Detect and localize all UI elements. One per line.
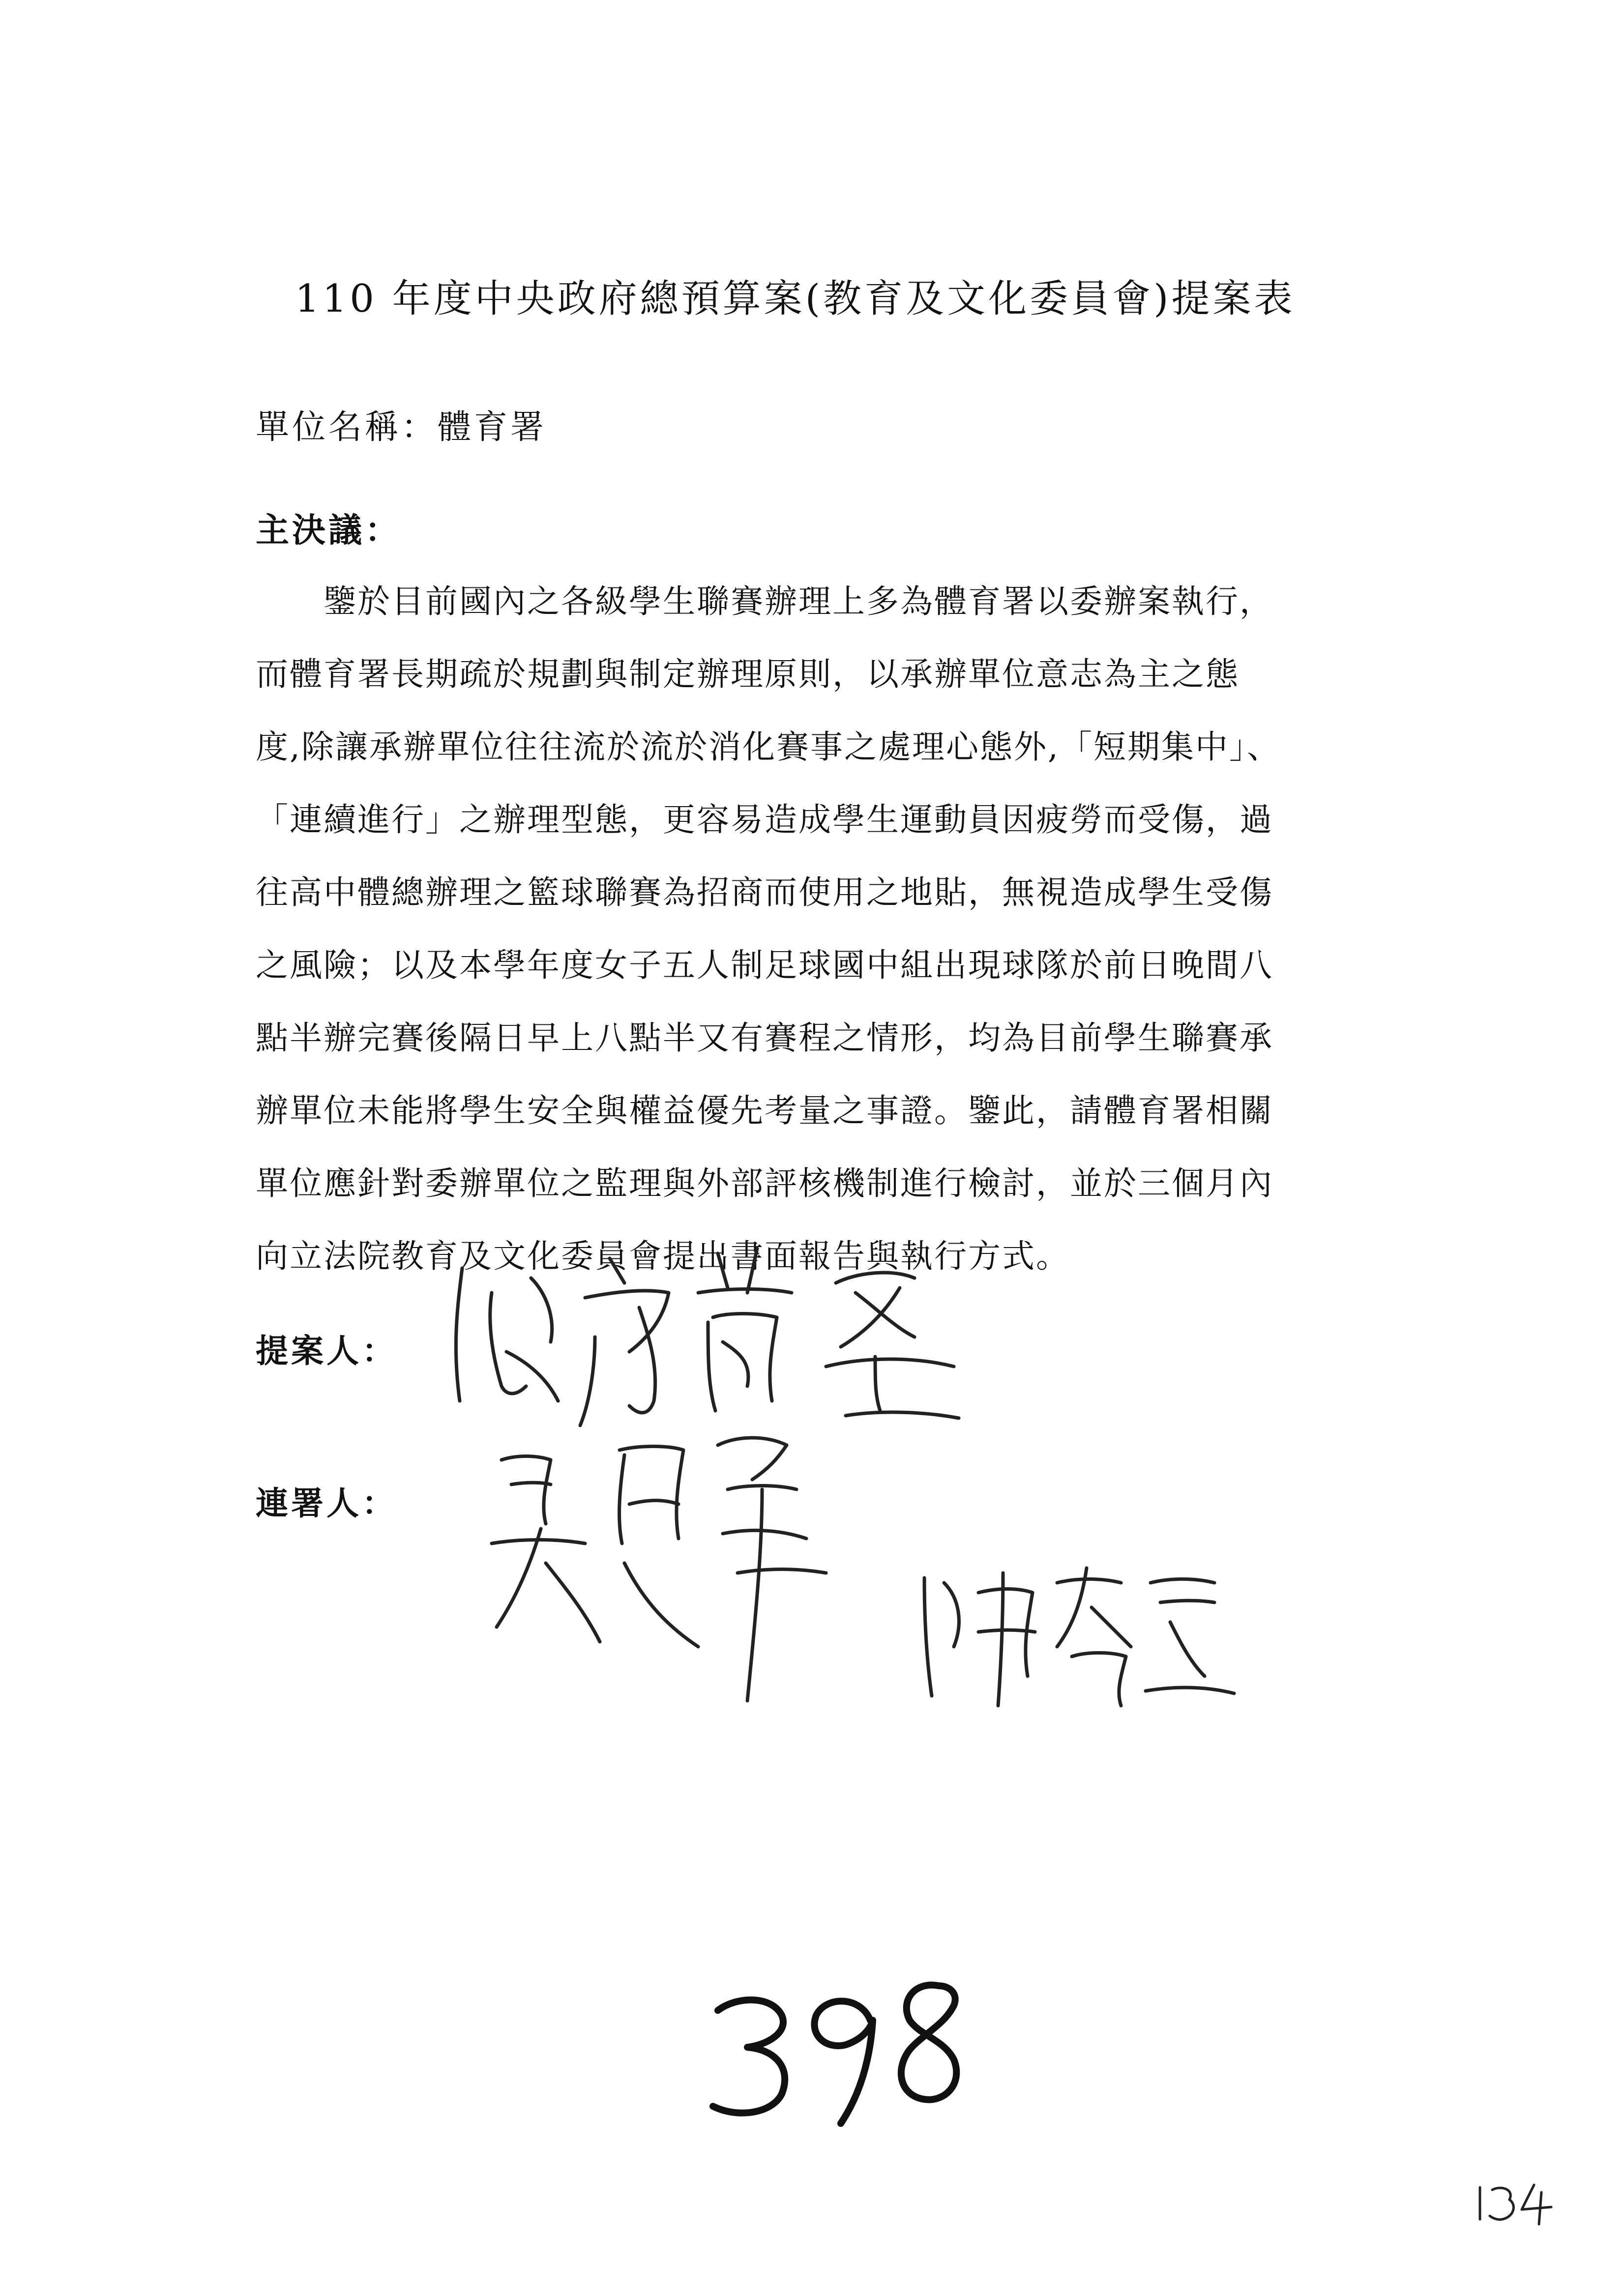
cosigner-signature-1	[472, 1416, 875, 1720]
body-line: 之風險；以及本學年度女子五人制足球國中組出現球隊於前日晚間八	[256, 946, 1273, 984]
body-line: 「連續進行」之辦理型態，更容易造成學生運動員因疲勞而受傷，過	[256, 801, 1273, 839]
body-line: 辦單位未能將學生安全與權益優先考量之事證。鑒此，請體育署相關	[256, 1092, 1273, 1130]
body-line: 單位應針對委辦單位之監理與外部評核機制進行檢討，並於三個月內	[256, 1164, 1273, 1202]
cosigner-label: 連署人：	[256, 1484, 397, 1522]
body-line: 向立法院教育及文化委員會提出書面報告與執行方式。	[256, 1237, 1070, 1275]
body-line: 往高中體總辦理之籃球聯賽為招商而使用之地貼，無視造成學生受傷	[256, 873, 1273, 911]
body-line: 鑒於目前國內之各級學生聯賽辦理上多為體育署以委辦案執行，	[256, 582, 1273, 620]
proposer-signature	[433, 1239, 1047, 1445]
handwritten-number-stamp	[698, 1966, 974, 2133]
body-line: 點半辦完賽後隔日早上八點半又有賽程之情形，均為目前學生聯賽承	[256, 1019, 1273, 1057]
document-title: 110 年度中央政府總預算案(教育及文化委員會)提案表	[295, 277, 1296, 321]
unit-name-line: 單位名稱：體育署	[256, 408, 547, 447]
resolution-heading: 主決議：	[256, 511, 402, 550]
handwritten-page-number	[1470, 2178, 1559, 2227]
proposer-label: 提案人：	[256, 1332, 397, 1370]
body-line: 度,除讓承辦單位往往流於流於消化賽事之處理心態外,「短期集中」、	[256, 728, 1281, 766]
cosigner-signature-2	[915, 1563, 1239, 1711]
body-line: 而體育署長期疏於規劃與制定辦理原則，以承辦單位意志為主之態	[256, 655, 1240, 693]
resolution-body	[256, 565, 1401, 1293]
